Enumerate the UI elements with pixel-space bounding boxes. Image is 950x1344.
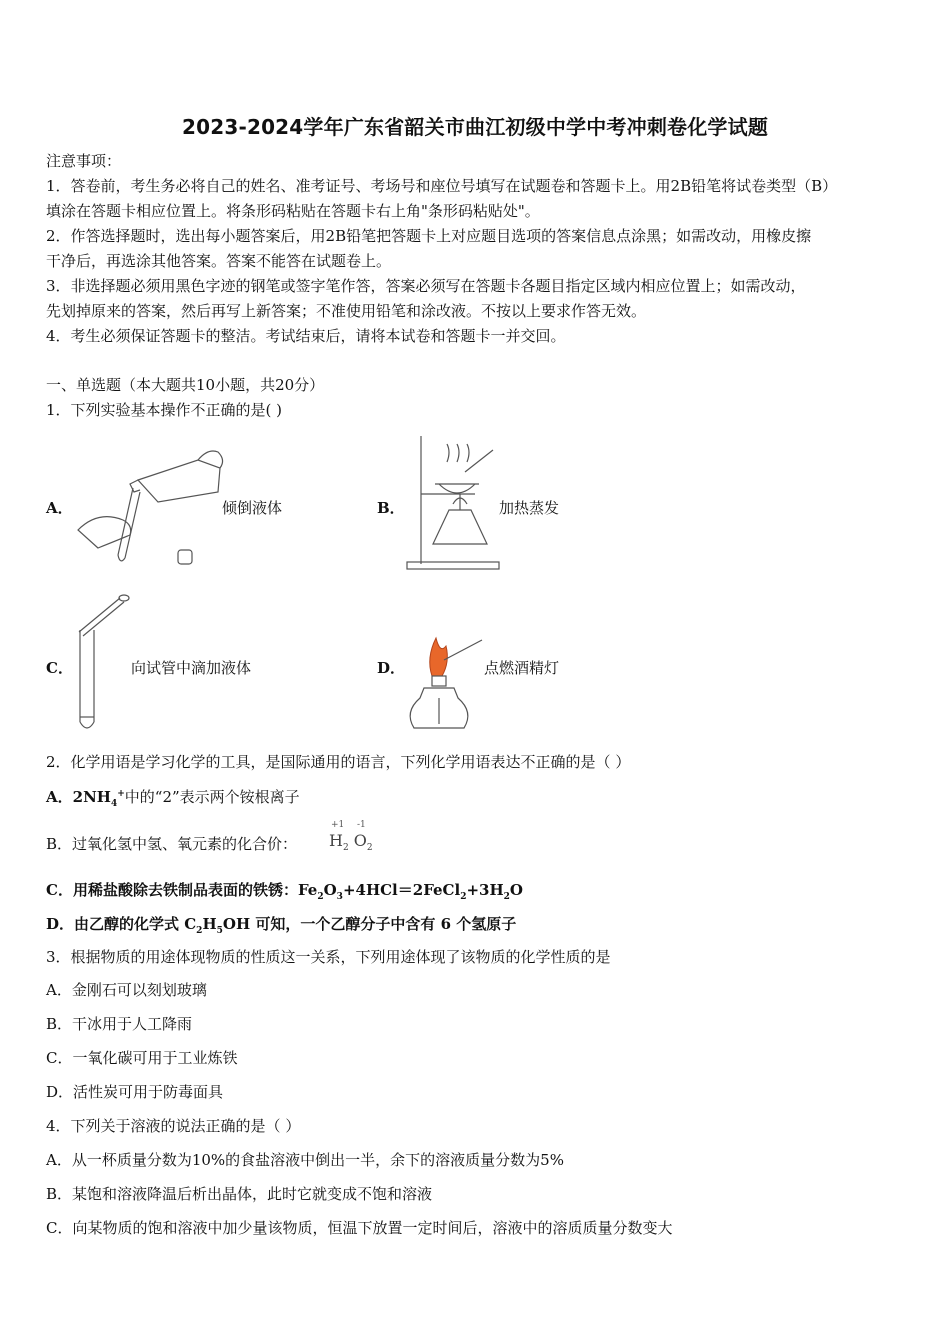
- pouring-liquid-illustration: [78, 440, 228, 570]
- q1-stem: 1．下列实验基本操作不正确的是( ): [46, 401, 283, 419]
- q2-option-a: A．$2NH_4^+$中的“2”表示两个铵根离子: [46, 788, 300, 809]
- q1-option-d-caption: 点燃酒精灯: [484, 659, 560, 677]
- q2-option-b: B．过氧化氢中氢、氧元素的化合价：: [46, 835, 298, 853]
- q1-option-a-label: A．: [46, 499, 73, 517]
- q4-stem: 4．下列关于溶液的说法正确的是（ ）: [46, 1117, 301, 1135]
- notice-line-5: 3．非选择题必须用黑色字迹的钢笔或签字笔作答，答案必须写在答题卡各题目指定区域内相应位置上；如需改动，: [46, 277, 806, 295]
- q3-option-c: C．一氧化碳可用于工业炼铁: [46, 1049, 238, 1067]
- q1-option-c-caption: 向试管中滴加液体: [131, 659, 252, 677]
- notice-line-3: 2．作答选择题时，选出每小题答案后，用2B铅笔把答题卡上对应题目选项的答案信息点涂黑；如需改动，用橡皮擦: [46, 227, 812, 245]
- q3-option-d: D．活性炭可用于防毒面具: [46, 1083, 224, 1101]
- evaporation-setup-illustration: [405, 432, 505, 572]
- q1-option-a-caption: 倾倒液体: [222, 499, 283, 517]
- q1-option-c-label: C．: [46, 659, 73, 677]
- q2-option-c: C．用稀盐酸除去铁制品表面的铁锈：$Fe_2O_3+4HCl=2FeCl_2+3H_2O$: [46, 881, 523, 902]
- q1-option-d-label: D．: [377, 659, 406, 677]
- q4-option-c: C．向某物质的饱和溶液中加少量该物质，恒温下放置一定时间后，溶液中的溶质质量分数变大: [46, 1219, 673, 1237]
- notice-line-1: 1．答卷前，考生务必将自己的姓名、准考证号、考场号和座位号填写在试题卷和答题卡上。用2B铅笔将试卷类型（B）: [46, 177, 838, 195]
- notice-line-2: 填涂在答题卡相应位置上。将条形码粘贴在答题卡右上角"条形码粘贴处"。: [46, 202, 540, 220]
- notice-line-4: 干净后，再选涂其他答案。答案不能答在试题卷上。: [46, 252, 392, 270]
- q3-stem: 3．根据物质的用途体现物质的性质这一关系，下列用途体现了该物质的化学性质的是: [46, 948, 611, 966]
- dropping-liquid-illustration: [74, 592, 134, 737]
- q2-valence-o: -1: [357, 820, 366, 830]
- q2-stem: 2．化学用语是学习化学的工具，是国际通用的语言，下列化学用语表达不正确的是（ ）: [46, 753, 631, 771]
- q3-option-b: B．干冰用于人工降雨: [46, 1015, 193, 1033]
- q1-option-b-caption: 加热蒸发: [499, 499, 560, 517]
- q2-formula: $H_2$ $O_2$: [329, 831, 373, 854]
- q2-valence-h: +1: [331, 820, 345, 830]
- q1-option-b-label: B．: [377, 499, 405, 517]
- notice-line-7: 4．考生必须保证答题卡的整洁。考试结束后，请将本试卷和答题卡一并交回。: [46, 327, 566, 345]
- notice-heading: 注意事项：: [46, 152, 122, 170]
- exam-title: 2023-2024学年广东省韶关市曲江初级中学中考冲刺卷化学试题: [181, 115, 769, 139]
- q4-option-a: A．从一杯质量分数为10%的食盐溶液中倒出一半，余下的溶液质量分数为5%: [46, 1151, 564, 1169]
- section-heading: 一、单选题（本大题共10小题，共20分）: [46, 376, 325, 394]
- q4-option-b: B．某饱和溶液降温后析出晶体，此时它就变成不饱和溶液: [46, 1185, 433, 1203]
- lighting-alcohol-lamp-illustration: [404, 632, 486, 737]
- q3-option-a: A．金刚石可以刻划玻璃: [46, 981, 207, 999]
- q2-option-d: D．由乙醇的化学式 $C_2H_5OH$ 可知，一个乙醇分子中含有 6 个氢原子: [46, 915, 517, 936]
- notice-line-6: 先划掉原来的答案，然后再写上新答案；不准使用铅笔和涂改液。不按以上要求作答无效。: [46, 302, 647, 320]
